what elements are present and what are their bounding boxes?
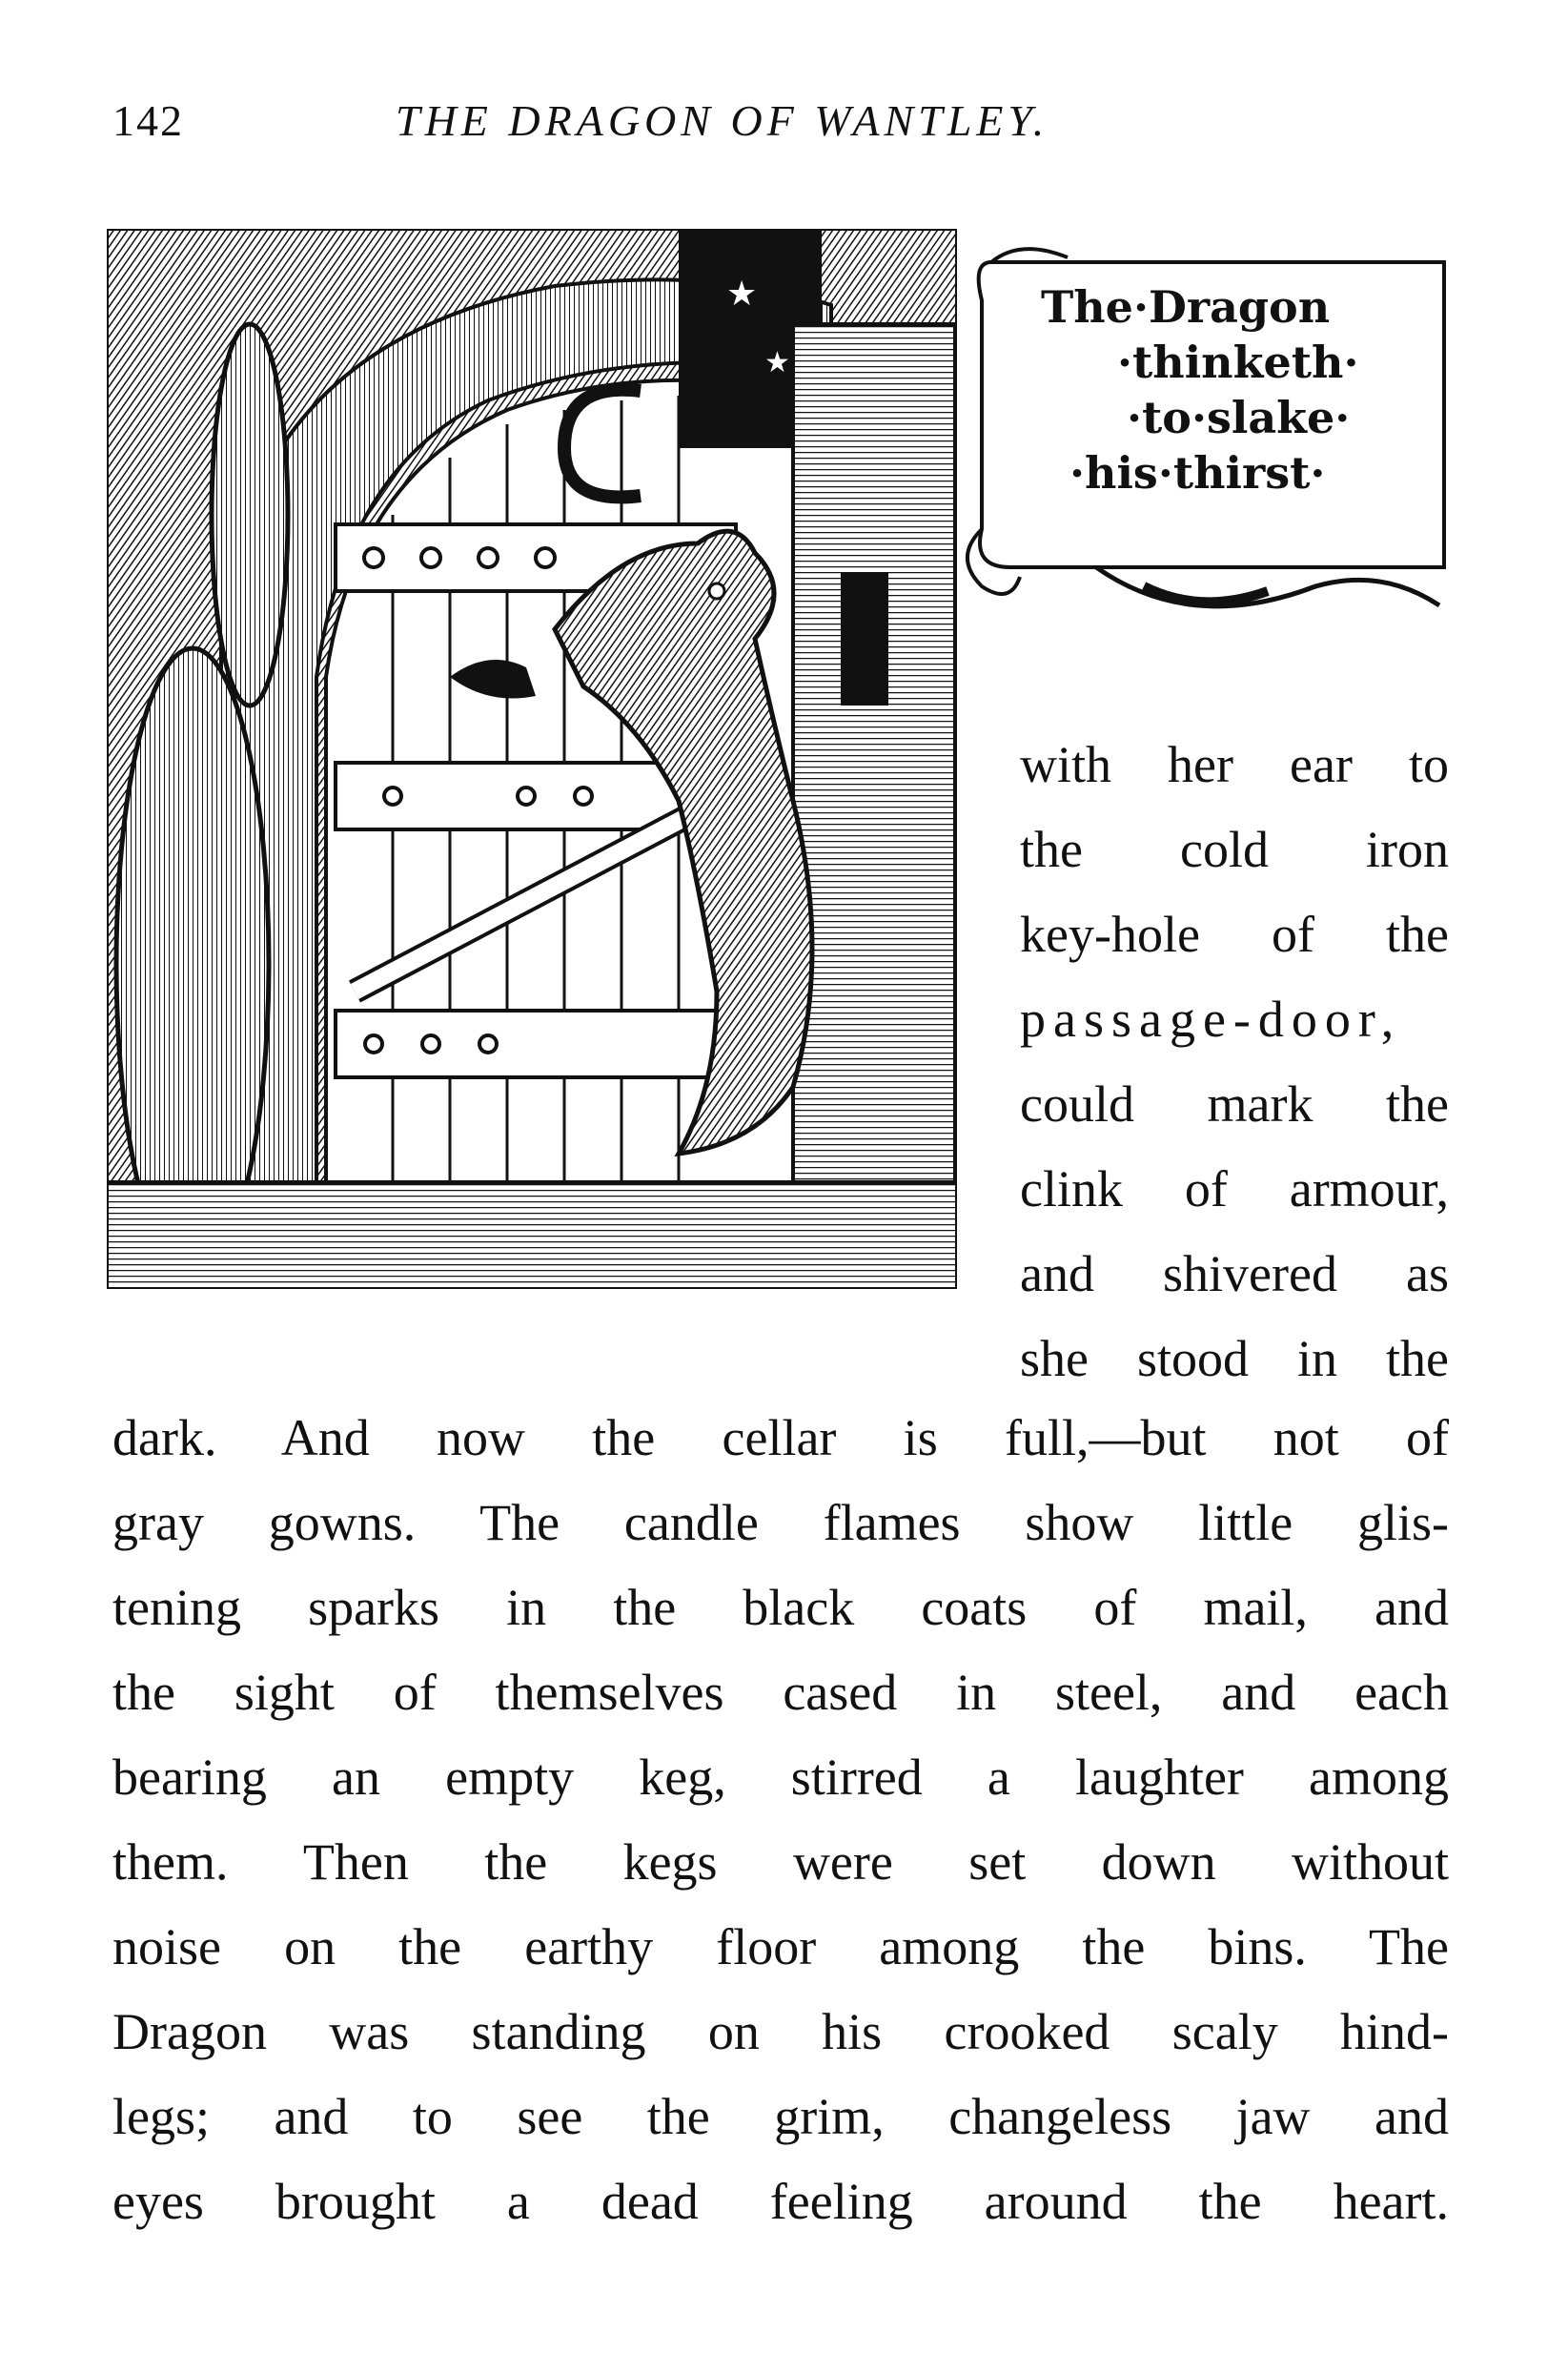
running-title: THE DRAGON OF WANTLEY.	[396, 96, 1049, 145]
text-line: she stood in the	[1020, 1330, 1449, 1387]
text-line: Dragon was standing on his crooked scaly hind-	[112, 2003, 1449, 2060]
caption-line-4: ·his·thirst·	[1069, 447, 1326, 499]
side-column-text	[1020, 723, 1449, 1401]
text-line: the cold iron	[1020, 821, 1449, 878]
svg-text:★: ★	[764, 346, 790, 379]
text-line: gray gowns. The candle flames show little glis-	[112, 1494, 1449, 1551]
dragon-cellar-illustration	[107, 229, 957, 1289]
text-line: could mark the	[1020, 1075, 1449, 1133]
text-line: bearing an empty keg, stirred a laughter among	[112, 1749, 1449, 1806]
text-line: noise on the earthy floor among the bins. The	[112, 1918, 1449, 1975]
text-line: legs; and to see the grim, changeless jaw and	[112, 2088, 1449, 2145]
text-line: key-hole of the	[1020, 906, 1449, 963]
text-line: passage-door,	[1020, 991, 1402, 1048]
text-line: clink of armour,	[1020, 1160, 1449, 1217]
text-line: tening sparks in the black coats of mail, and	[112, 1579, 1449, 1636]
page-number: 142	[112, 96, 184, 145]
text-line: them. Then the kegs were set down without	[112, 1833, 1449, 1891]
text-line: and shivered as	[1020, 1245, 1449, 1302]
text-line: the sight of themselves cased in steel, and each	[112, 1664, 1449, 1721]
body-text	[112, 1396, 1449, 2244]
caption-banner	[953, 243, 1449, 653]
caption-line-2: ·thinketh·	[1117, 337, 1359, 388]
text-line: with her ear to	[1020, 736, 1449, 793]
text-line: eyes brought a dead feeling around the heart.	[112, 2173, 1449, 2230]
caption-line-1: The·Dragon	[1041, 281, 1331, 333]
text-line: dark. And now the cellar is full,—but not of	[112, 1409, 1449, 1466]
svg-text:★: ★	[726, 275, 758, 314]
caption-line-3: ·to·slake·	[1127, 392, 1351, 443]
